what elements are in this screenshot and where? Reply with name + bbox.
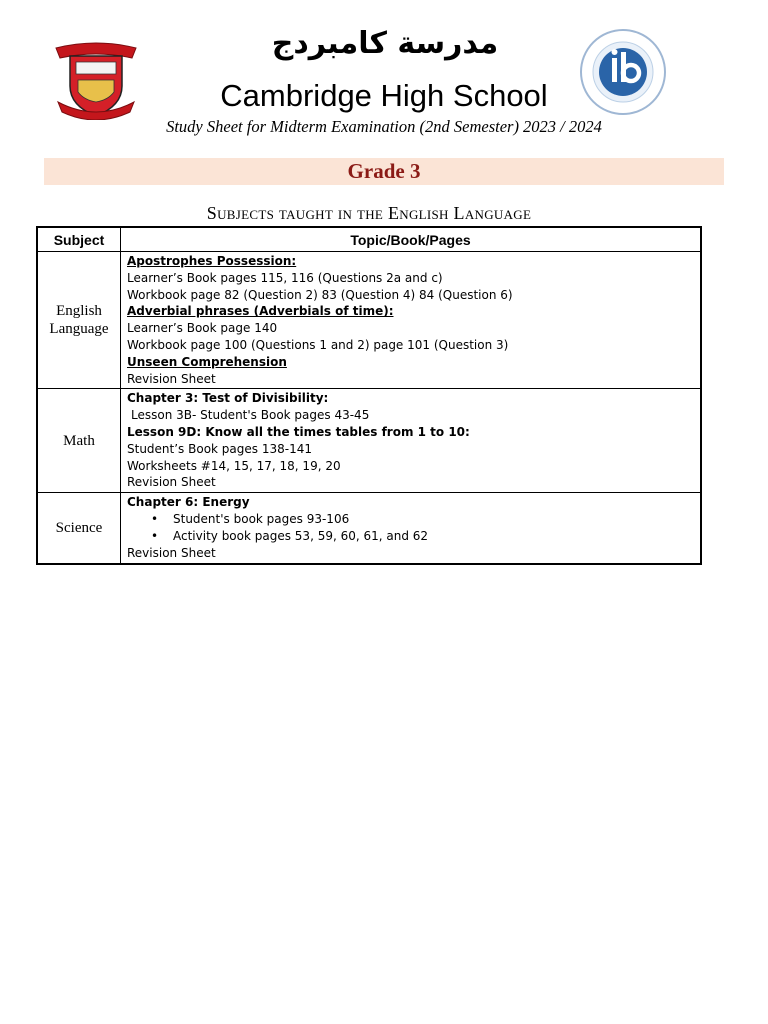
topic-line: Learner’s Book page 140 bbox=[127, 321, 278, 336]
topic-cell bbox=[121, 493, 702, 564]
topic-column-header: Topic/Book/Pages bbox=[121, 227, 702, 252]
topic-heading: Chapter 3: Test of Divisibility: bbox=[127, 391, 329, 406]
subject-name-line: Language bbox=[49, 321, 109, 338]
subject-column-header: Subject bbox=[37, 227, 121, 252]
grade-label: Grade 3 bbox=[347, 159, 421, 183]
topic-heading: Unseen Comprehension bbox=[127, 354, 287, 369]
section-title: Subjects taught in the English Language bbox=[206, 203, 532, 223]
subjects-table bbox=[36, 226, 702, 565]
table-row-math bbox=[37, 389, 701, 493]
subject-cell: Science bbox=[37, 493, 121, 564]
topic-cell bbox=[121, 389, 702, 493]
topic-heading: Chapter 6: Energy bbox=[127, 495, 250, 510]
topic-line: Revision Sheet bbox=[127, 545, 216, 560]
topic-line: Lesson 3B- Student's Book pages 43-45 bbox=[131, 408, 370, 423]
topic-heading: Adverbial phrases (Adverbials of time): bbox=[127, 304, 394, 319]
topic-line: Revision Sheet bbox=[127, 475, 216, 490]
topic-bullet-list bbox=[127, 511, 694, 545]
topic-heading: Apostrophes Possession: bbox=[127, 254, 297, 268]
school-name-arabic: مدرسة كامبردج bbox=[271, 26, 499, 61]
table-header-row bbox=[37, 227, 701, 252]
topic-line: Workbook page 82 (Question 2) 83 (Question 4) 84 (Question 6) bbox=[127, 287, 513, 302]
list-item: • Activity book pages 53, 59, 60, 61, and 62 bbox=[173, 528, 694, 545]
list-item: • Student's book pages 93-106 bbox=[173, 511, 694, 528]
subject-cell bbox=[37, 252, 121, 389]
ib-world-school-logo bbox=[576, 28, 670, 116]
school-crest-logo bbox=[48, 40, 144, 120]
ib-logo-icon bbox=[576, 28, 670, 116]
school-name: Cambridge High School bbox=[220, 78, 548, 113]
table-row-science bbox=[37, 493, 701, 564]
subject-name-line: English bbox=[56, 303, 102, 320]
school-crest-icon bbox=[48, 40, 144, 120]
topic-line: Student’s Book pages 138-141 bbox=[127, 441, 312, 456]
document-subtitle: Study Sheet for Midterm Examination (2nd Semester) 2023 / 2024 bbox=[166, 117, 602, 136]
subject-cell: Math bbox=[37, 389, 121, 493]
topic-line: Learner’s Book pages 115, 116 (Questions 2a and c) bbox=[127, 270, 443, 285]
topic-cell bbox=[121, 252, 702, 389]
topic-heading: Lesson 9D: Know all the times tables from 1 to 10: bbox=[127, 425, 470, 440]
topic-line: Revision Sheet bbox=[127, 371, 216, 386]
grade-banner bbox=[44, 158, 724, 185]
topic-line: Worksheets #14, 15, 17, 18, 19, 20 bbox=[127, 458, 341, 473]
table-row-english bbox=[37, 252, 701, 389]
topic-line: Workbook page 100 (Questions 1 and 2) page 101 (Question 3) bbox=[127, 337, 509, 352]
